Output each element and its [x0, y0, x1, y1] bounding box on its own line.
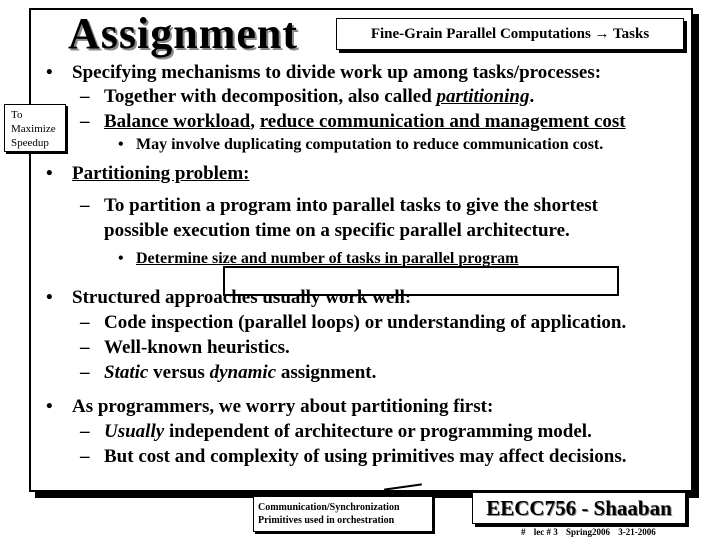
side-note-line: Maximize — [11, 123, 56, 135]
slide-footer — [521, 527, 662, 537]
course-brand: EECC756 - Shaaban — [472, 492, 686, 524]
text-segment: . — [529, 86, 535, 107]
side-note-line: To — [11, 109, 23, 121]
section2-sub2: Determine size and number of tasks in parallel program — [136, 250, 519, 267]
section1-main: Specifying mechanisms to divide work up among tasks/processes: — [72, 62, 602, 83]
bullet-icon: • — [46, 62, 53, 83]
bullet-icon: • — [118, 136, 124, 153]
section1-sub2 — [104, 111, 626, 133]
frame-shadow — [693, 14, 699, 498]
section3-sub3 — [104, 362, 376, 384]
section1-sub3: May involve duplicating computation to reduce communication cost. — [136, 136, 604, 153]
text-segment: versus — [148, 362, 210, 383]
footer-lecture: lec # 3 — [533, 527, 558, 537]
footer-term: Spring2006 — [566, 527, 611, 537]
section2-sub1-line1: To partition a program into parallel tasks to give the shortest — [104, 195, 598, 216]
dash-icon: – — [80, 446, 90, 467]
subtitle-box: Fine-Grain Parallel Computations → Tasks — [336, 18, 684, 50]
communication-line: Primitives used in orchestration — [258, 515, 395, 526]
section4-sub1 — [104, 421, 592, 443]
section1-sub1 — [104, 86, 534, 108]
term-balance-workload: Balance workload — [104, 111, 251, 132]
side-note-line: Speedup — [11, 137, 49, 149]
text-segment: assignment. — [276, 362, 377, 383]
term-static: Static — [104, 362, 149, 383]
section3-sub2: Well-known heuristics. — [104, 337, 290, 358]
section4-main: As programmers, we worry about partitioning first: — [72, 396, 494, 417]
section4-sub2: But cost and complexity of using primitives may affect decisions. — [104, 446, 627, 467]
text-segment: , — [250, 111, 260, 132]
dash-icon: – — [80, 195, 90, 216]
section2-main: Partitioning problem: — [72, 163, 250, 184]
dash-icon: – — [80, 86, 90, 107]
footer-hash: # — [521, 527, 526, 537]
page-title: Assignment — [68, 9, 299, 58]
footer-date: 3-21-2006 — [618, 527, 656, 537]
communication-box — [253, 496, 433, 532]
text-segment: independent of architecture or programming model. — [164, 421, 592, 442]
bullet-icon: • — [46, 396, 53, 417]
bullet-icon: • — [46, 287, 53, 308]
section2-sub1-line2: possible execution time on a specific parallel architecture. — [104, 220, 570, 241]
section3-sub1: Code inspection (parallel loops) or understanding of application. — [104, 312, 627, 333]
side-note-box — [4, 104, 66, 152]
dash-icon: – — [80, 421, 90, 442]
term-usually: Usually — [104, 421, 165, 442]
term-partitioning: partitioning — [436, 86, 530, 107]
dash-icon: – — [80, 362, 90, 383]
text-segment: Together with decomposition, also called — [104, 86, 437, 107]
dash-icon: – — [80, 337, 90, 358]
dash-icon: – — [80, 111, 90, 132]
bullet-icon: • — [118, 250, 124, 267]
term-reduce-cost: reduce communication and management cost — [259, 111, 626, 132]
term-dynamic: dynamic — [209, 362, 277, 383]
dash-icon: – — [80, 312, 90, 333]
section3-main: Structured approaches usually work well: — [72, 287, 412, 308]
bullet-icon: • — [46, 163, 53, 184]
communication-line: Communication/Synchronization — [258, 502, 400, 513]
